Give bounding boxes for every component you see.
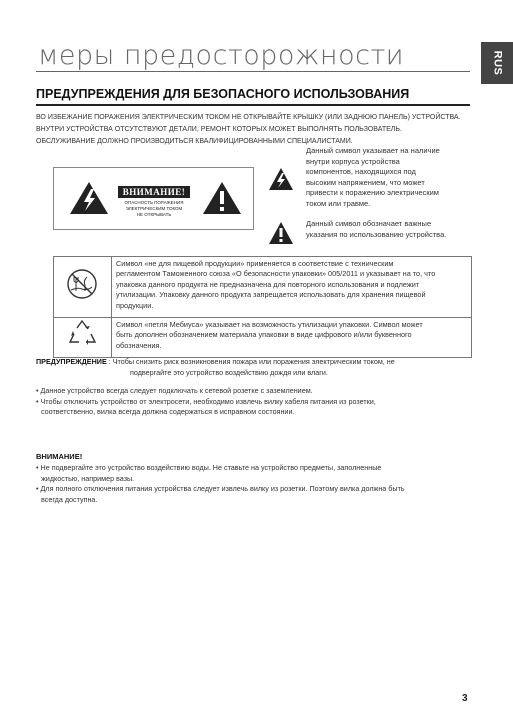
- warning-label: ПРЕДУПРЕЖДЕНИЕ: [36, 357, 107, 366]
- packaging-symbols-table: [53, 256, 472, 358]
- section-heading: ПРЕДУПРЕЖДЕНИЯ ДЛЯ БЕЗОПАСНОГО ИСПОЛЬЗОВАНИЯ: [36, 87, 410, 101]
- description-line: Данный символ обозначает важные: [306, 219, 432, 228]
- intro-text: [36, 112, 472, 148]
- table-text-line: Символ «петля Мебиуса» указывает на возможность утилизации упаковки. Символ может: [116, 320, 423, 329]
- table-icon-cell: [54, 318, 112, 358]
- description-line: Данный символ указывает на наличие: [306, 146, 440, 155]
- table-row: [54, 257, 472, 318]
- bullet-item: • Не подвергайте это устройство воздействию воды. Не ставьте на устройство предметы, заполненные: [36, 463, 382, 472]
- lightning-warning-icon: [69, 181, 109, 215]
- table-text-line: продукции.: [116, 300, 154, 310]
- caution-small-line: ОПАСНОСТЬ ПОРАЖЕНИЯ: [124, 200, 184, 205]
- grounding-bullets: [36, 386, 376, 418]
- title-divider: [36, 71, 470, 72]
- description-line: внутри корпуса устройства: [306, 156, 400, 166]
- table-text-line: утилизации. Упаковку данного продукта запрещается использовать для хранения пищевой: [116, 290, 426, 300]
- page-title: меры предосторожности: [38, 40, 405, 71]
- table-text-line: упаковка данного продукта не предназначена для повторного использования и подлежит: [116, 279, 420, 289]
- bullet-item: • Данное устройство всегда следует подключать к сетевой розетке с заземлением.: [36, 386, 313, 395]
- lightning-symbol-description: [306, 146, 476, 209]
- bullet-item: • Для полного отключения питания устройства следует извлечь вилку из розетки. Поэтому вилка должна быть: [36, 484, 405, 493]
- not-for-food-icon: [54, 257, 111, 312]
- table-text-line: регламентом Таможенного союза «О безопасности упаковки» 005/2011 и указывает на то, что: [116, 269, 436, 279]
- description-line: током или травме.: [306, 198, 371, 208]
- exclamation-symbol-icon: [268, 221, 294, 245]
- bullet-item: • Чтобы отключить устройство от электросети, необходимо извлечь вилку кабеля питания из розетки,: [36, 396, 376, 406]
- language-tab-label: RUS: [490, 50, 503, 76]
- table-text-line: быть дополнен обозначением материала упаковки в виде цифрового и/или буквенного: [116, 330, 412, 340]
- language-tab: [481, 42, 513, 84]
- table-row: [54, 318, 472, 358]
- intro-line: ВО ИЗБЕЖАНИЕ ПОРАЖЕНИЯ ЭЛЕКТРИЧЕСКИМ ТОКОМ НЕ ОТКРЫВАЙТЕ КРЫШКУ (ИЛИ ЗАДНЮЮ ПАНЕЛЬ) УСТРОЙСТВА.: [36, 114, 461, 121]
- intro-line: ВНУТРИ УСТРОЙСТВА ОТСУТСТВУЮТ ДЕТАЛИ, РЕМОНТ КОТОРЫХ МОЖЕТ ВЫПОЛНЯТЬ ПОЛЬЗОВАТЕЛЬ.: [36, 126, 402, 133]
- intro-line: ОБСЛУЖИВАНИЕ ДОЛЖНО ПРОИЗВОДИТЬСЯ КВАЛИФИЦИРОВАННЫМИ СПЕЦИАЛИСТАМИ.: [36, 138, 353, 145]
- exclamation-warning-icon: [202, 181, 242, 215]
- caution-small-line: НЕ ОТКРЫВАТЬ: [136, 212, 172, 217]
- lightning-symbol-icon: [268, 167, 294, 191]
- table-text-cell: [112, 318, 472, 358]
- bullet-item: соответственно, вилка всегда должна содержаться в исправном состоянии.: [41, 407, 295, 416]
- table-text-line: Символ «не для пищевой продукции» применяется в соответствие с техническим: [116, 259, 394, 268]
- water-safety-bullets: [36, 463, 405, 505]
- caution-text-block: [118, 186, 190, 218]
- mobius-loop-icon: [54, 318, 111, 352]
- caution-label: ВНИМАНИЕ!: [118, 186, 190, 198]
- table-text-line: обозначения.: [116, 340, 162, 350]
- bullet-item: всегда доступна.: [41, 494, 98, 504]
- caution-label-box: [53, 167, 254, 230]
- description-line: компонентов, находящихся под: [306, 167, 416, 176]
- warning-paragraph: [36, 357, 395, 378]
- warning-text: подвергайте это устройство воздействию дождя или влаги.: [130, 367, 328, 377]
- section-divider: [36, 104, 470, 106]
- description-line: высоким напряжением, что может: [306, 177, 425, 187]
- description-line: указания по использованию устройства.: [306, 229, 447, 239]
- description-line: привести к поражению электрическим: [306, 188, 439, 197]
- attention-heading: ВНИМАНИЕ!: [36, 452, 83, 461]
- caution-small-line: ЭЛЕКТРИЧЕСКИМ ТОКОМ: [125, 206, 183, 211]
- caution-small-text: [118, 200, 190, 218]
- warning-text: : Чтобы снизить риск возникновения пожара или поражения электрическим током, не: [108, 357, 395, 366]
- bullet-item: жидкостью, например вазы.: [41, 473, 135, 483]
- page-number: 3: [462, 693, 468, 704]
- table-text-cell: [112, 257, 472, 318]
- exclamation-symbol-description: [306, 219, 476, 240]
- table-icon-cell: [54, 257, 112, 318]
